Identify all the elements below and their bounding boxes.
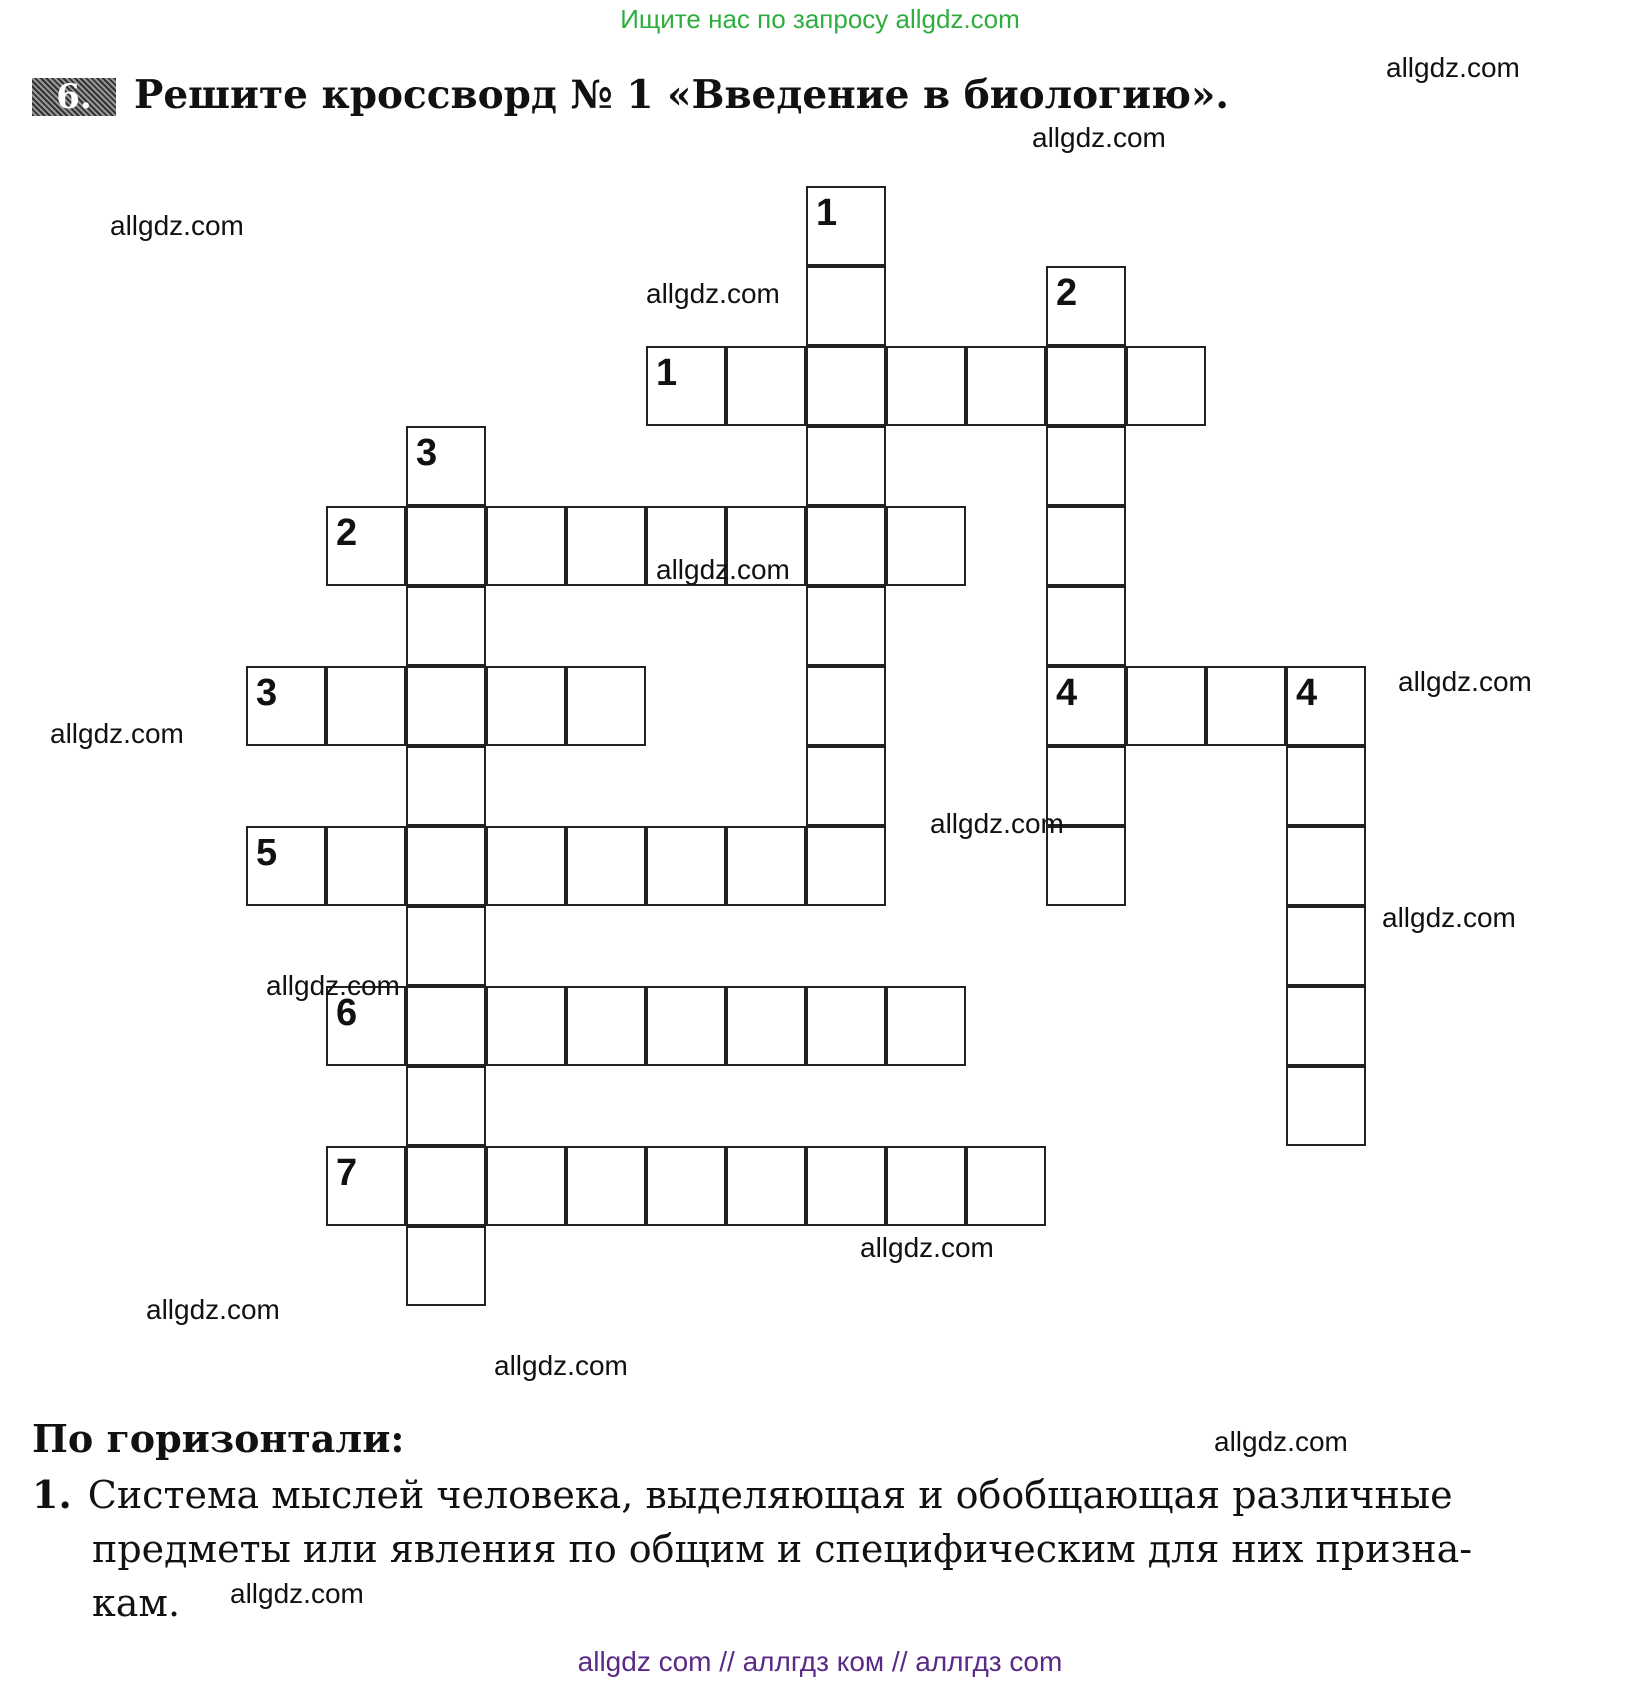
task-number-badge: 6. (32, 78, 116, 116)
crossword-cell[interactable] (406, 426, 486, 506)
crossword-cell[interactable] (1046, 346, 1126, 426)
crossword-cell[interactable] (726, 346, 806, 426)
crossword-cell[interactable] (1286, 1066, 1366, 1146)
crossword-cell[interactable] (1046, 506, 1126, 586)
crossword-cell[interactable] (886, 1146, 966, 1226)
crossword-cell[interactable] (1206, 666, 1286, 746)
crossword-cell[interactable] (726, 986, 806, 1066)
clue-number-label: 2 (336, 512, 358, 554)
crossword-cell[interactable] (246, 826, 326, 906)
crossword-cell[interactable] (406, 586, 486, 666)
watermark: allgdz.com (1398, 666, 1532, 697)
watermark: allgdz.com (266, 970, 400, 1001)
crossword-cell[interactable] (406, 746, 486, 826)
crossword-cell[interactable] (966, 346, 1046, 426)
crossword-cell[interactable] (1046, 266, 1126, 346)
clue-number-label: 3 (416, 432, 438, 474)
clue-number-label: 1 (816, 192, 838, 234)
clue-number-label: 7 (336, 1152, 358, 1194)
crossword-cell[interactable] (326, 506, 406, 586)
crossword-cell[interactable] (1286, 666, 1366, 746)
crossword-cell[interactable] (646, 986, 726, 1066)
crossword-cell[interactable] (726, 1146, 806, 1226)
watermark: allgdz.com (230, 1578, 364, 1609)
crossword-cell[interactable] (406, 666, 486, 746)
crossword-cell[interactable] (806, 266, 886, 346)
clue-number-label: 5 (256, 832, 278, 874)
watermark: allgdz.com (110, 210, 244, 241)
crossword-cell[interactable] (406, 986, 486, 1066)
crossword-cell[interactable] (726, 826, 806, 906)
clue-number-label: 3 (256, 672, 278, 714)
crossword-cell[interactable] (886, 986, 966, 1066)
crossword-cell[interactable] (806, 666, 886, 746)
crossword-cell[interactable] (806, 506, 886, 586)
crossword-cell[interactable] (806, 986, 886, 1066)
crossword-cell[interactable] (486, 666, 566, 746)
crossword-cell[interactable] (806, 346, 886, 426)
crossword-cell[interactable] (806, 186, 886, 266)
crossword-cell[interactable] (1046, 586, 1126, 666)
crossword-cell[interactable] (566, 1146, 646, 1226)
crossword-cell[interactable] (406, 1066, 486, 1146)
crossword-cell[interactable] (806, 746, 886, 826)
watermark: allgdz.com (50, 718, 184, 749)
crossword-cell[interactable] (566, 986, 646, 1066)
task-title: Решите кроссворд № 1 «Введение в биологию». (134, 72, 1229, 118)
crossword-cell[interactable] (1046, 666, 1126, 746)
crossword-cell[interactable] (326, 666, 406, 746)
crossword-cell[interactable] (566, 506, 646, 586)
footer-links[interactable]: allgdz com // аллгдз ком // аллгдз com (577, 1646, 1063, 1677)
clue-number-label: 4 (1296, 672, 1318, 714)
crossword-cell[interactable] (886, 346, 966, 426)
watermark: allgdz.com (930, 808, 1064, 839)
crossword-cell[interactable] (1046, 426, 1126, 506)
watermark: allgdz.com (1382, 902, 1516, 933)
crossword-cell[interactable] (246, 666, 326, 746)
crossword-cell[interactable] (646, 346, 726, 426)
crossword-cell[interactable] (1126, 346, 1206, 426)
crossword-cell[interactable] (1286, 826, 1366, 906)
crossword-cell[interactable] (566, 666, 646, 746)
clue-number-label: 1 (656, 352, 678, 394)
crossword-cell[interactable] (326, 1146, 406, 1226)
clue-number-label: 6 (336, 992, 358, 1034)
bleed-through-text (40, 150, 51, 190)
watermark: allgdz.com (494, 1350, 628, 1381)
crossword-cell[interactable] (326, 826, 406, 906)
watermark: allgdz.com (646, 278, 780, 309)
top-search-link[interactable]: Ищите нас по запросу allgdz.com (620, 4, 1020, 34)
clue-text-line: кам. (92, 1581, 181, 1625)
crossword-cell[interactable] (486, 506, 566, 586)
crossword-cell[interactable] (486, 986, 566, 1066)
crossword-cell[interactable] (566, 826, 646, 906)
clue-text-line: предметы или явления по общим и специфическим для них призна- (92, 1527, 1473, 1571)
crossword-cell[interactable] (646, 1146, 726, 1226)
crossword-cell[interactable] (886, 506, 966, 586)
crossword-cell[interactable] (406, 1226, 486, 1306)
watermark: allgdz.com (1386, 52, 1520, 83)
clue-number-label: 2 (1056, 272, 1078, 314)
crossword-cell[interactable] (806, 1146, 886, 1226)
crossword-cell[interactable] (1286, 746, 1366, 826)
watermark: allgdz.com (656, 554, 790, 585)
crossword-cell[interactable] (806, 586, 886, 666)
crossword-cell[interactable] (1126, 666, 1206, 746)
crossword-cell[interactable] (806, 426, 886, 506)
crossword-cell[interactable] (486, 1146, 566, 1226)
watermark: allgdz.com (1214, 1426, 1348, 1457)
across-clue-1 (32, 1468, 1592, 1630)
crossword-cell[interactable] (406, 906, 486, 986)
watermark: allgdz.com (146, 1294, 280, 1325)
crossword-cell[interactable] (406, 506, 486, 586)
crossword-cell[interactable] (486, 826, 566, 906)
crossword-cell[interactable] (806, 826, 886, 906)
clue-number: 1. (32, 1472, 72, 1517)
crossword-cell[interactable] (966, 1146, 1046, 1226)
across-heading: По горизонтали: (32, 1416, 405, 1461)
watermark: allgdz.com (1032, 122, 1166, 153)
watermark: allgdz.com (860, 1232, 994, 1263)
crossword-cell[interactable] (1286, 986, 1366, 1066)
crossword-cell[interactable] (406, 826, 486, 906)
clue-number-label: 4 (1056, 672, 1078, 714)
crossword-cell[interactable] (406, 1146, 486, 1226)
crossword-cell[interactable] (646, 826, 726, 906)
crossword-cell[interactable] (1286, 906, 1366, 986)
clue-text-line: Система мыслей человека, выделяющая и обобщающая различные (87, 1473, 1453, 1517)
